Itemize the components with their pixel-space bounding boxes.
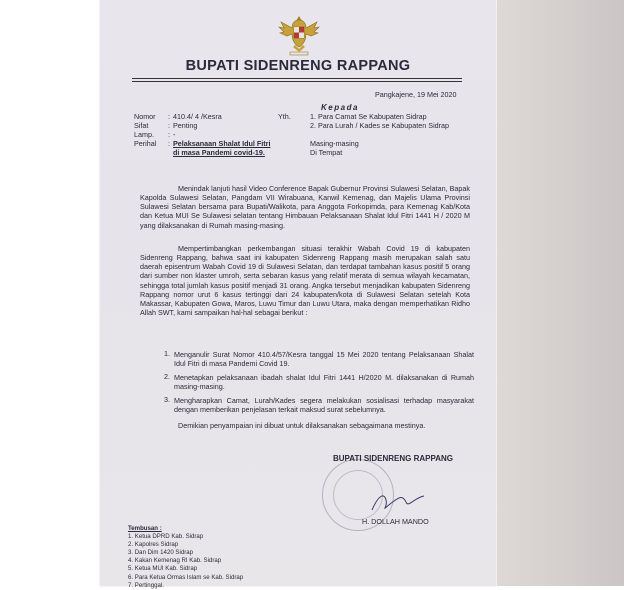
signature-name: H. DOLLAH MANDO — [362, 517, 429, 526]
letter-date: Pangkajene, 19 Mei 2020 — [375, 90, 457, 99]
letterhead-rule-bottom — [132, 81, 462, 82]
field-colon: : — [168, 130, 170, 139]
list-item — [164, 372, 474, 392]
list-item — [164, 349, 474, 369]
yth-label: Yth. — [278, 112, 291, 121]
field-colon: : — [168, 139, 170, 148]
field-label-lamp: Lamp. — [134, 130, 154, 139]
field-label-sifat: Sifat — [134, 121, 149, 130]
tembusan-item: 5. Ketua MUI Kab. Sidrap — [128, 565, 198, 573]
right-margin-background — [497, 0, 624, 586]
field-value-sifat: Penting — [173, 121, 198, 130]
body-paragraph-1: Menindak lanjuti hasil Video Conference Bapak Gubernur Provinsi Sulawesi Selatan, Bapak Kapolda Sulawesi Selatan, Pangdam VII Wirabuana, Kanwil Kemenag, dan Majelis Ulama Provinsi Sulawesi Selatan bersama para Bupati/Walikota, para Anggota Forkopimda, para Kemenag Kab/Kota dan Ketua MUI Se Sulawesi selatan tentang Himbauan Pelaksanaan Shalat Idul Fitri 1441 H / 2020 M yang dilaksanakan di Rumah masing-masing. — [140, 184, 470, 230]
signature-title: BUPATI SIDENRENG RAPPANG — [333, 454, 454, 463]
field-label-perihal: Perihal — [134, 139, 157, 148]
field-value-perihal-line2: di masa Pandemi covid-19. — [173, 148, 265, 157]
recipient-item: 2. Para Lurah / Kades se Kabupaten Sidrap — [310, 121, 450, 130]
list-item-text: Mengharapkan Camat, Lurah/Kades segera melakukan sosialisasi terhadap masyarakat dengan memberikan penjelasan terkait maksud surat sebelumnya. — [174, 396, 474, 415]
field-colon: : — [168, 121, 170, 130]
letter-page — [100, 0, 496, 589]
tembusan-item: 1. Ketua DPRD Kab. Sidrap — [128, 533, 204, 541]
kepada-heading: Kepada — [321, 103, 359, 112]
tembusan-item: 6. Para Ketua Ormas Islam se Kab. Sidrap — [128, 573, 244, 581]
tembusan-item: 3. Dan Dim 1420 Sidrap — [128, 549, 194, 557]
field-value-nomor: 410.4/ 4 /Kesra — [173, 112, 222, 121]
tembusan-block — [128, 525, 243, 590]
tembusan-title: Tembusan : — [128, 525, 162, 532]
body-paragraph-2: Mempertimbangkan perkembangan situasi terakhir Wabah Covid 19 di kabupaten Sidenreng Rappang, bahwa saat ini kabupaten Sidenreng Rappang masih merupakan salah satu daerah episentrum Wabah Covid 19 di Sulawesi Selatan, dan terdapat tambahan kasus positif 5 orang dari sumber non klaster umroh, serta sebaran kasus yang relatif merata di semua wilayah kecamatan, sehingga total jumlah kasus positif menjadi 31 orang. Angka tersebut menjadikan kabupaten Sidenreng Rappang nomor urut 6 kasus tertinggi dari 24 kabupaten/kota di Sulawesi Selatan setelah Kota Makassar, Kabupaten Gowa, Maros, Luwu Timur dan Luwu Utara, maka dengan memperhatikan Ridho Allah SWT, kami sampaikan hal-hal sebagai berikut : — [140, 244, 470, 317]
tembusan-item: 2. Kapolres Sidrap — [128, 541, 179, 549]
recipient-item: 1. Para Camat Se Kabupaten Sidrap — [310, 112, 427, 121]
letterhead-title: BUPATI SIDENRENG RAPPANG — [185, 58, 411, 74]
closing-paragraph: Demikian penyampaian ini dibuat untuk dilaksanakan sebagaimana mestinya. — [178, 421, 426, 430]
field-colon: : — [168, 112, 170, 121]
list-item-text: Menganulir Surat Nomor 410.4/57/Kesra tanggal 15 Mei 2020 tentang Pelaksanaan Shalat Idul Fitri di masa Pandemi Covid 19. — [174, 350, 474, 369]
list-number: 2. — [164, 372, 170, 381]
left-margin-background — [0, 0, 95, 586]
di-tempat-text: Di Tempat — [310, 148, 343, 157]
garuda-emblem-icon — [276, 12, 322, 58]
tembusan-item: 7. Pertinggal. — [128, 581, 164, 589]
field-value-lamp: - — [173, 130, 176, 139]
list-item — [164, 395, 474, 415]
field-label-nomor: Nomor — [134, 112, 156, 121]
list-number: 1. — [164, 349, 170, 358]
letterhead-rule-top — [132, 78, 462, 79]
handwritten-signature — [368, 488, 428, 518]
masing-masing-text: Masing-masing — [310, 139, 359, 148]
list-item-text: Menetapkan pelaksanaan ibadah shalat Idul Fitri 1441 H/2020 M. dilaksanakan di Rumah masing-masing. — [174, 373, 474, 392]
list-number: 3. — [164, 395, 170, 404]
field-value-perihal: Pelaksanaan Shalat Idul Fitri — [173, 139, 271, 148]
tembusan-item: 4. Kakan Kemenag RI Kab. Sidrap — [128, 557, 222, 565]
